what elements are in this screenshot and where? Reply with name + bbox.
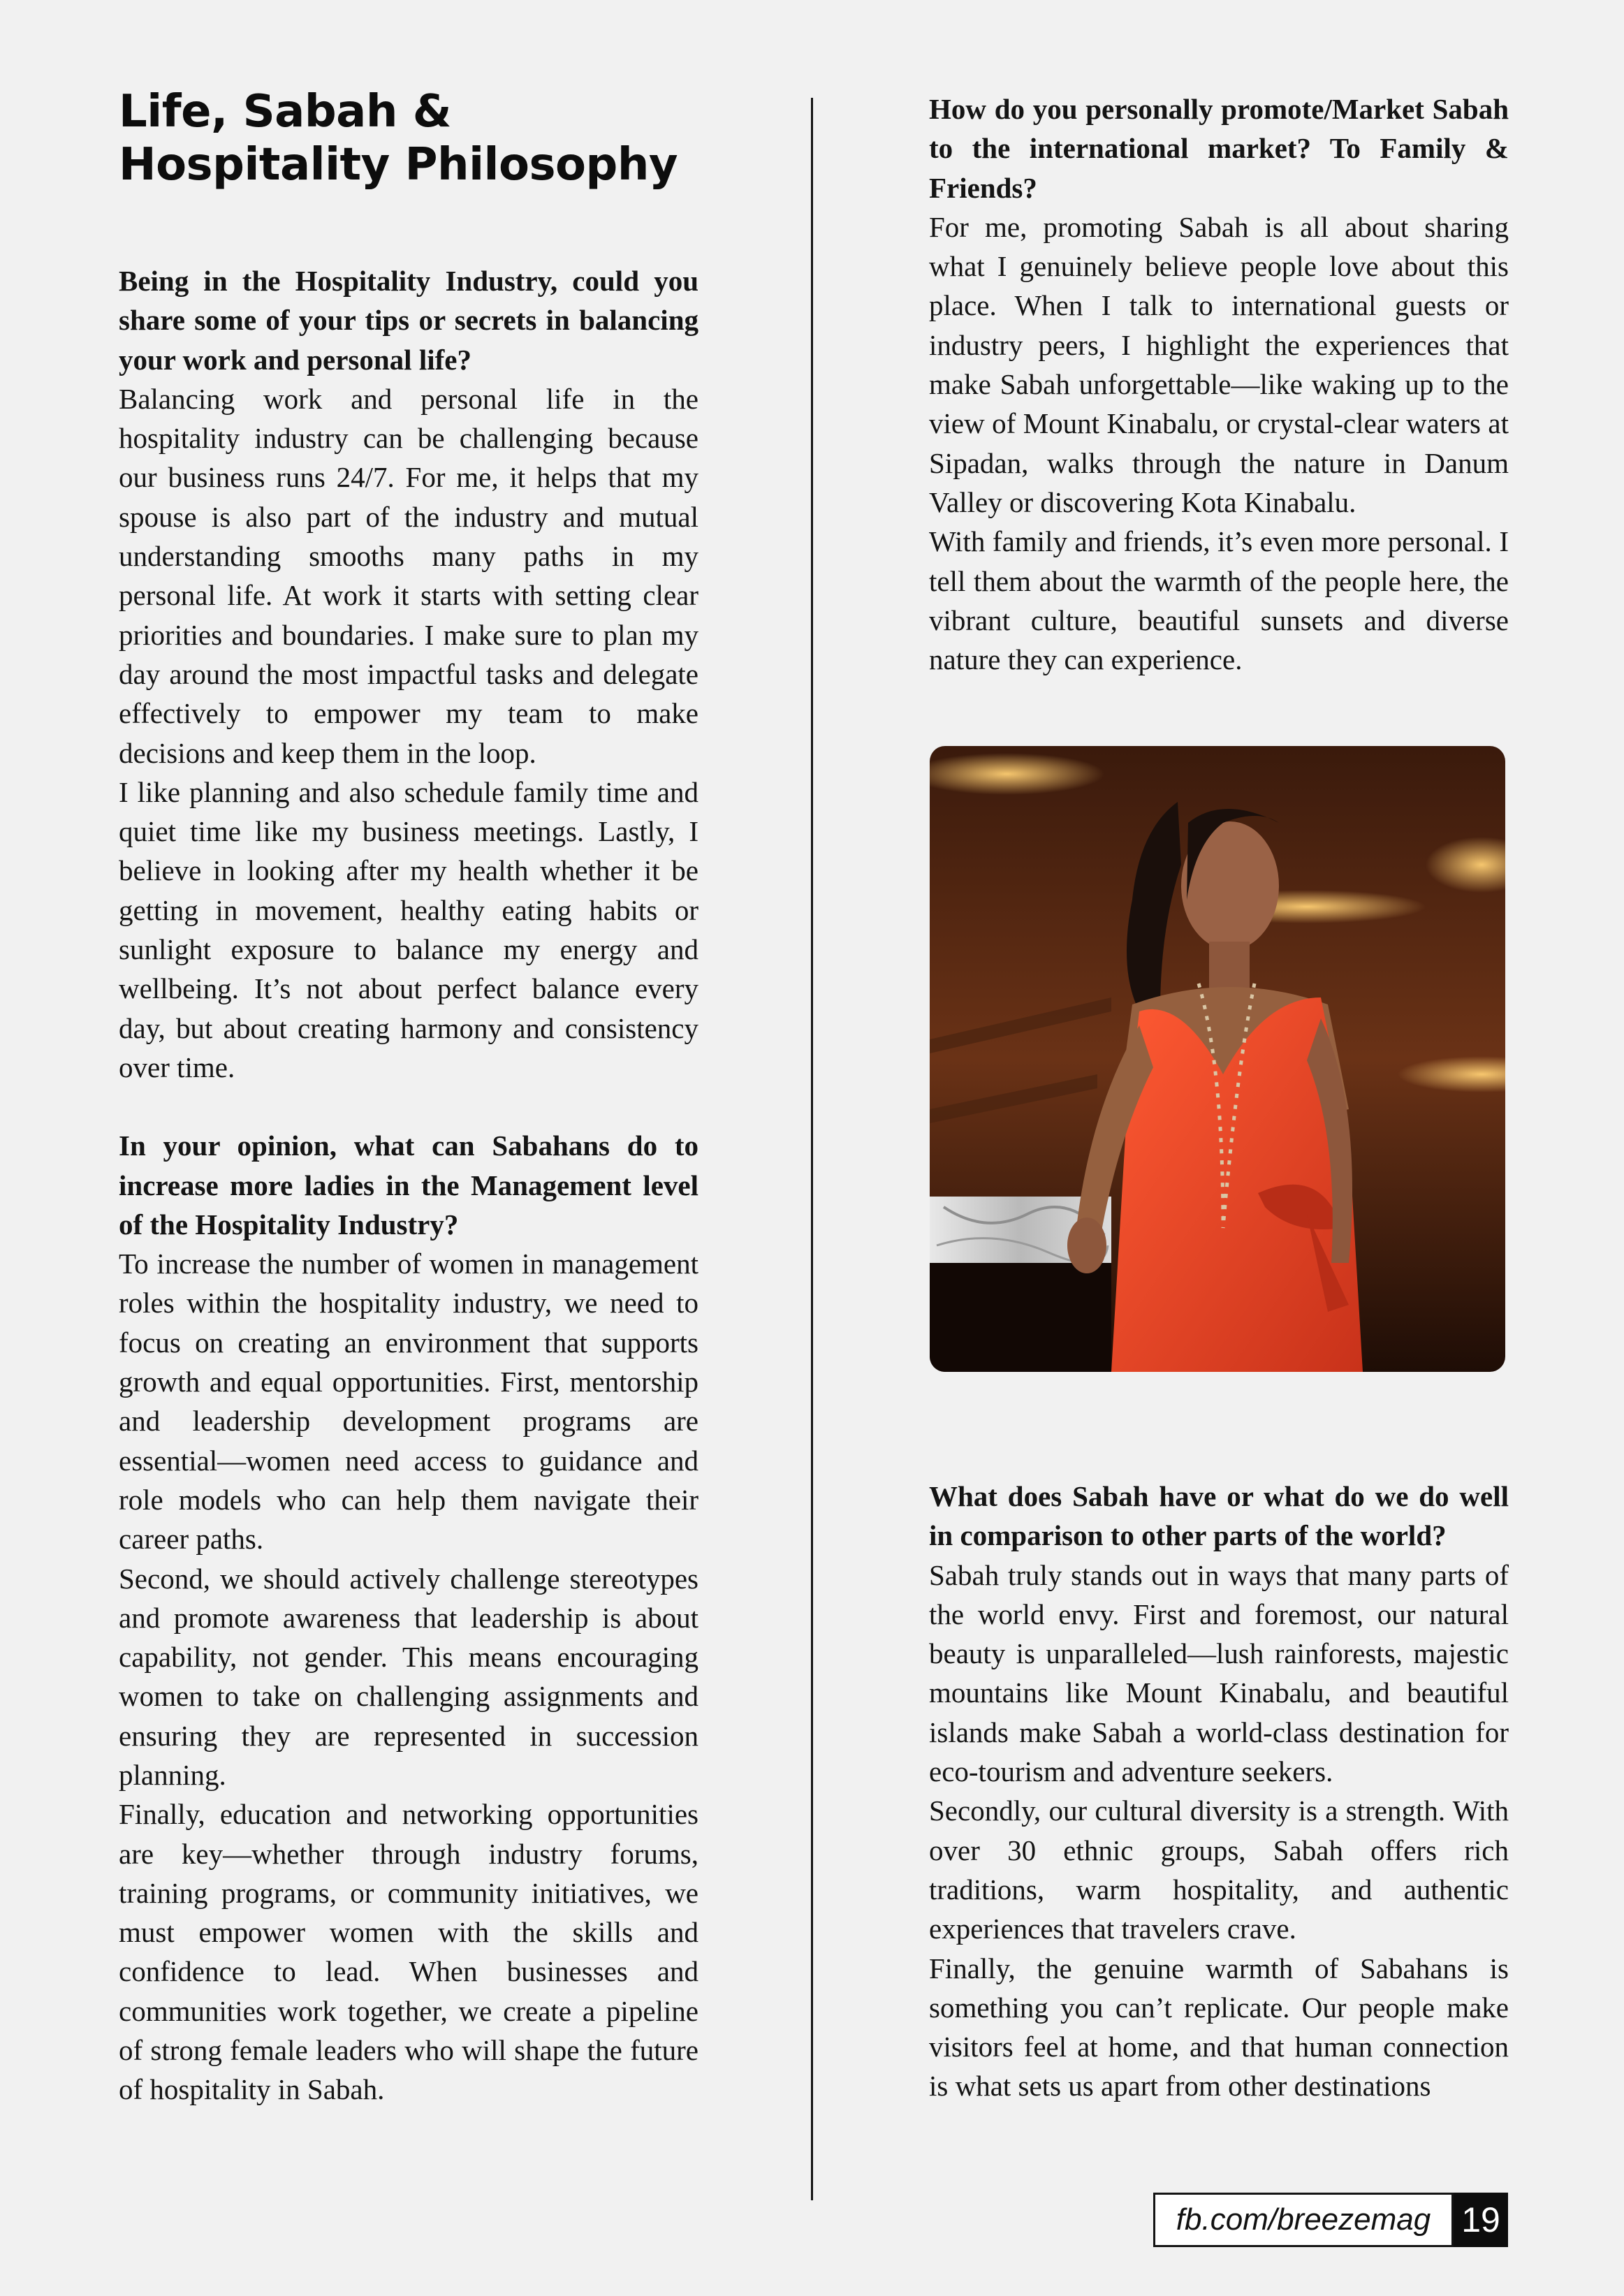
page-title: Life, Sabah & Hospitality Philosophy: [119, 86, 678, 191]
column-divider: [811, 98, 813, 2200]
page-footer: [1153, 2193, 1508, 2247]
portrait-illustration: [930, 746, 1505, 1372]
page-number: 19: [1454, 2193, 1508, 2247]
question-promote-sabah: How do you personally promote/Market Sabah to the international market? To Family & Friends?: [929, 93, 1509, 204]
answer-paragraph: For me, promoting Sabah is all about sharing what I genuinely believe people love about this place. When I talk to international guests or industry peers, I highlight the experiences that make Sabah unforgettable—like waking up to the view of Mount Kinabalu, or crystal-clear waters at Sipadan, walks through the nature in Danum Valley or discovering Kota Kinabalu.: [929, 210, 1509, 518]
answer-paragraph: Balancing work and personal life in the hospitality industry can be challenging because our business runs 24/7. For me, it helps that my spouse is also part of the industry and mutual understanding smooths many paths in my personal life. At work it starts with setting clear priorities and boundaries. I make sure to plan my day around the most impactful tasks and delegate effectively to empower my team to make decisions and keep them in the loop.: [119, 382, 698, 769]
right-column-bottom: [929, 1477, 1509, 2106]
answer-paragraph: With family and friends, it’s even more personal. I tell them about the warmth of the people here, the vibrant culture, beautiful sunsets and diverse nature they can experience.: [929, 525, 1509, 676]
answer-paragraph: Second, we should actively challenge stereotypes and promote awareness that leadership is about capability, not gender. This means encouraging women to take on challenging assignments and ensuring they are represented in succession planning.: [119, 1562, 698, 1791]
left-column: [119, 85, 698, 2109]
answer-paragraph: Secondly, our cultural diversity is a strength. With over 30 ethnic groups, Sabah offers rich traditions, warm hospitality, and authentic experiences that travelers crave.: [929, 1794, 1509, 1945]
question-women-in-management: In your opinion, what can Sabahans do to increase more ladies in the Management level of the Hospitality Industry?: [119, 1129, 698, 1241]
answer-paragraph: Finally, the genuine warmth of Sabahans is something you can’t replicate. Our people make visitors feel at home, and that human connection is what sets us apart from other destinations: [929, 1952, 1509, 2103]
right-column-top: [929, 89, 1509, 679]
question-work-life-balance: Being in the Hospitality Industry, could you share some of your tips or secrets in balancing your work and personal life?: [119, 265, 698, 376]
question-sabah-strengths: What does Sabah have or what do we do well in comparison to other parts of the world?: [929, 1480, 1509, 1552]
facebook-url-link[interactable]: fb.com/breezemag: [1153, 2193, 1454, 2247]
answer-paragraph: Finally, education and networking opportunities are key—whether through industry forums, training programs, or community initiatives, we must empower women with the skills and confidence to lead. When businesses and communities work together, we create a pipeline of strong female leaders who will shape the future of hospitality in Sabah.: [119, 1798, 698, 2106]
answer-paragraph: To increase the number of women in management roles within the hospitality industry, we need to focus on creating an environment that supports growth and equal opportunities. First, mentorship and leadership development programs are essential—women need access to guidance and role models who can help them navigate their career paths.: [119, 1248, 698, 1556]
answer-paragraph: I like planning and also schedule family time and quiet time like my business meetings. Lastly, I believe in looking after my health whether it be getting in movement, healthy eating habits or sunlight exposure to balance my energy and wellbeing. It’s not about perfect balance every day, but about creating harmony and consistency over time.: [119, 775, 698, 1083]
portrait-photo: [930, 746, 1505, 1372]
answer-paragraph: Sabah truly stands out in ways that many parts of the world envy. First and foremost, our natural beauty is unparalleled—lush rainforests, majestic mountains like Mount Kinabalu, and beautiful islands make Sabah a world-class destination for eco-tourism and adventure seekers.: [929, 1558, 1509, 1788]
